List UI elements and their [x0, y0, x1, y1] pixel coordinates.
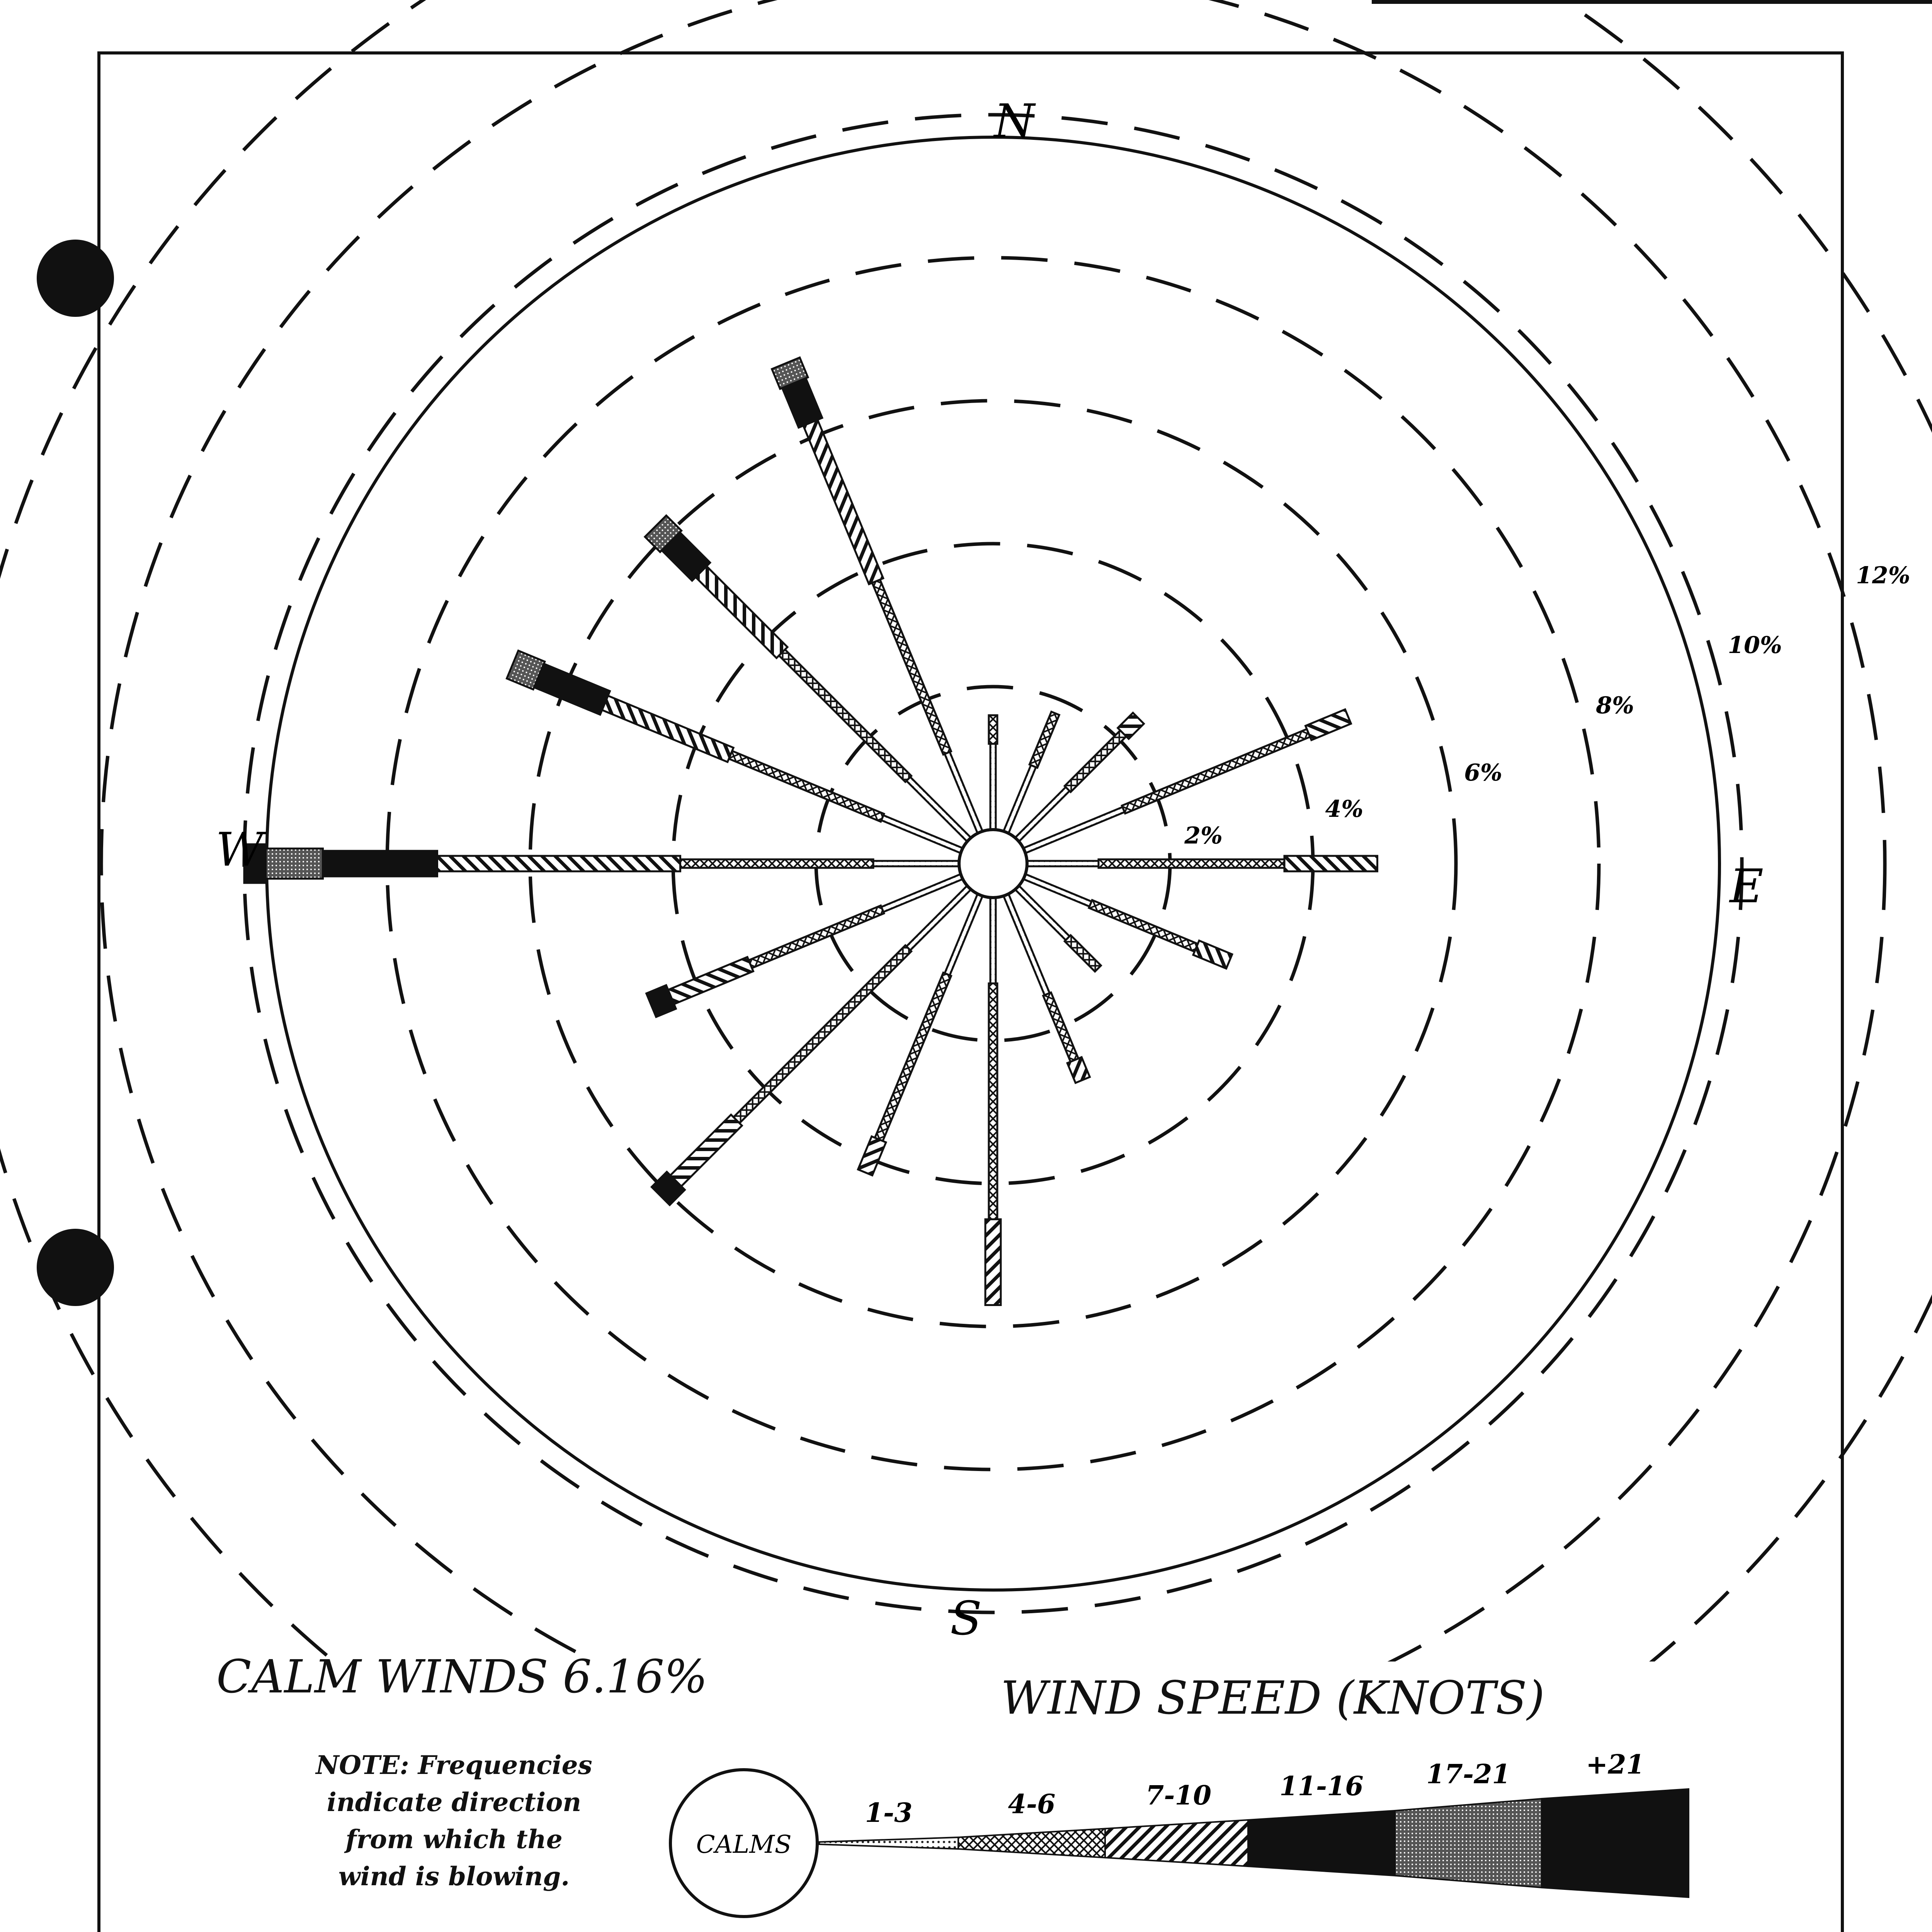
ring-label: 2% [1184, 822, 1223, 849]
ring-label: 10% [1728, 631, 1782, 659]
west-label: W [216, 823, 264, 877]
legend-band-4-6 [958, 1829, 1105, 1858]
east-label: E [1730, 860, 1764, 913]
ring-label: 8% [1596, 692, 1634, 719]
legend-band-11-16 [1248, 1811, 1395, 1876]
calm-winds-label: CALM WINDS 6.16% [216, 1650, 708, 1703]
legend-band-1-3 [819, 1837, 958, 1849]
north-label: N [994, 95, 1035, 148]
ring-label: 6% [1464, 759, 1502, 787]
legend-class-label: 1-3 [865, 1798, 913, 1828]
ring-label: 4% [1325, 796, 1364, 823]
legend-class-label: +21 [1586, 1749, 1645, 1780]
legend-class-label: 11-16 [1279, 1771, 1364, 1802]
legend-band-+21 [1542, 1789, 1689, 1897]
legend-band-7-10 [1105, 1820, 1248, 1866]
legend-band-17-21 [1395, 1799, 1542, 1888]
south-label: S [950, 1592, 982, 1646]
ring-label: 12% [1856, 562, 1910, 589]
note-line: from which the [345, 1824, 563, 1854]
legend-class-label: 7-10 [1145, 1780, 1212, 1811]
legend-class-label: 4-6 [1008, 1789, 1056, 1820]
note-line: NOTE: Frequencies [316, 1750, 592, 1780]
legend-class-label: 17-21 [1426, 1759, 1510, 1790]
note-line: wind is blowing. [338, 1861, 570, 1891]
wind-speed-title: WIND SPEED (KNOTS) [1001, 1671, 1545, 1725]
legend-calms-label: CALMS [696, 1830, 792, 1859]
note-line: indicate direction [327, 1787, 582, 1817]
